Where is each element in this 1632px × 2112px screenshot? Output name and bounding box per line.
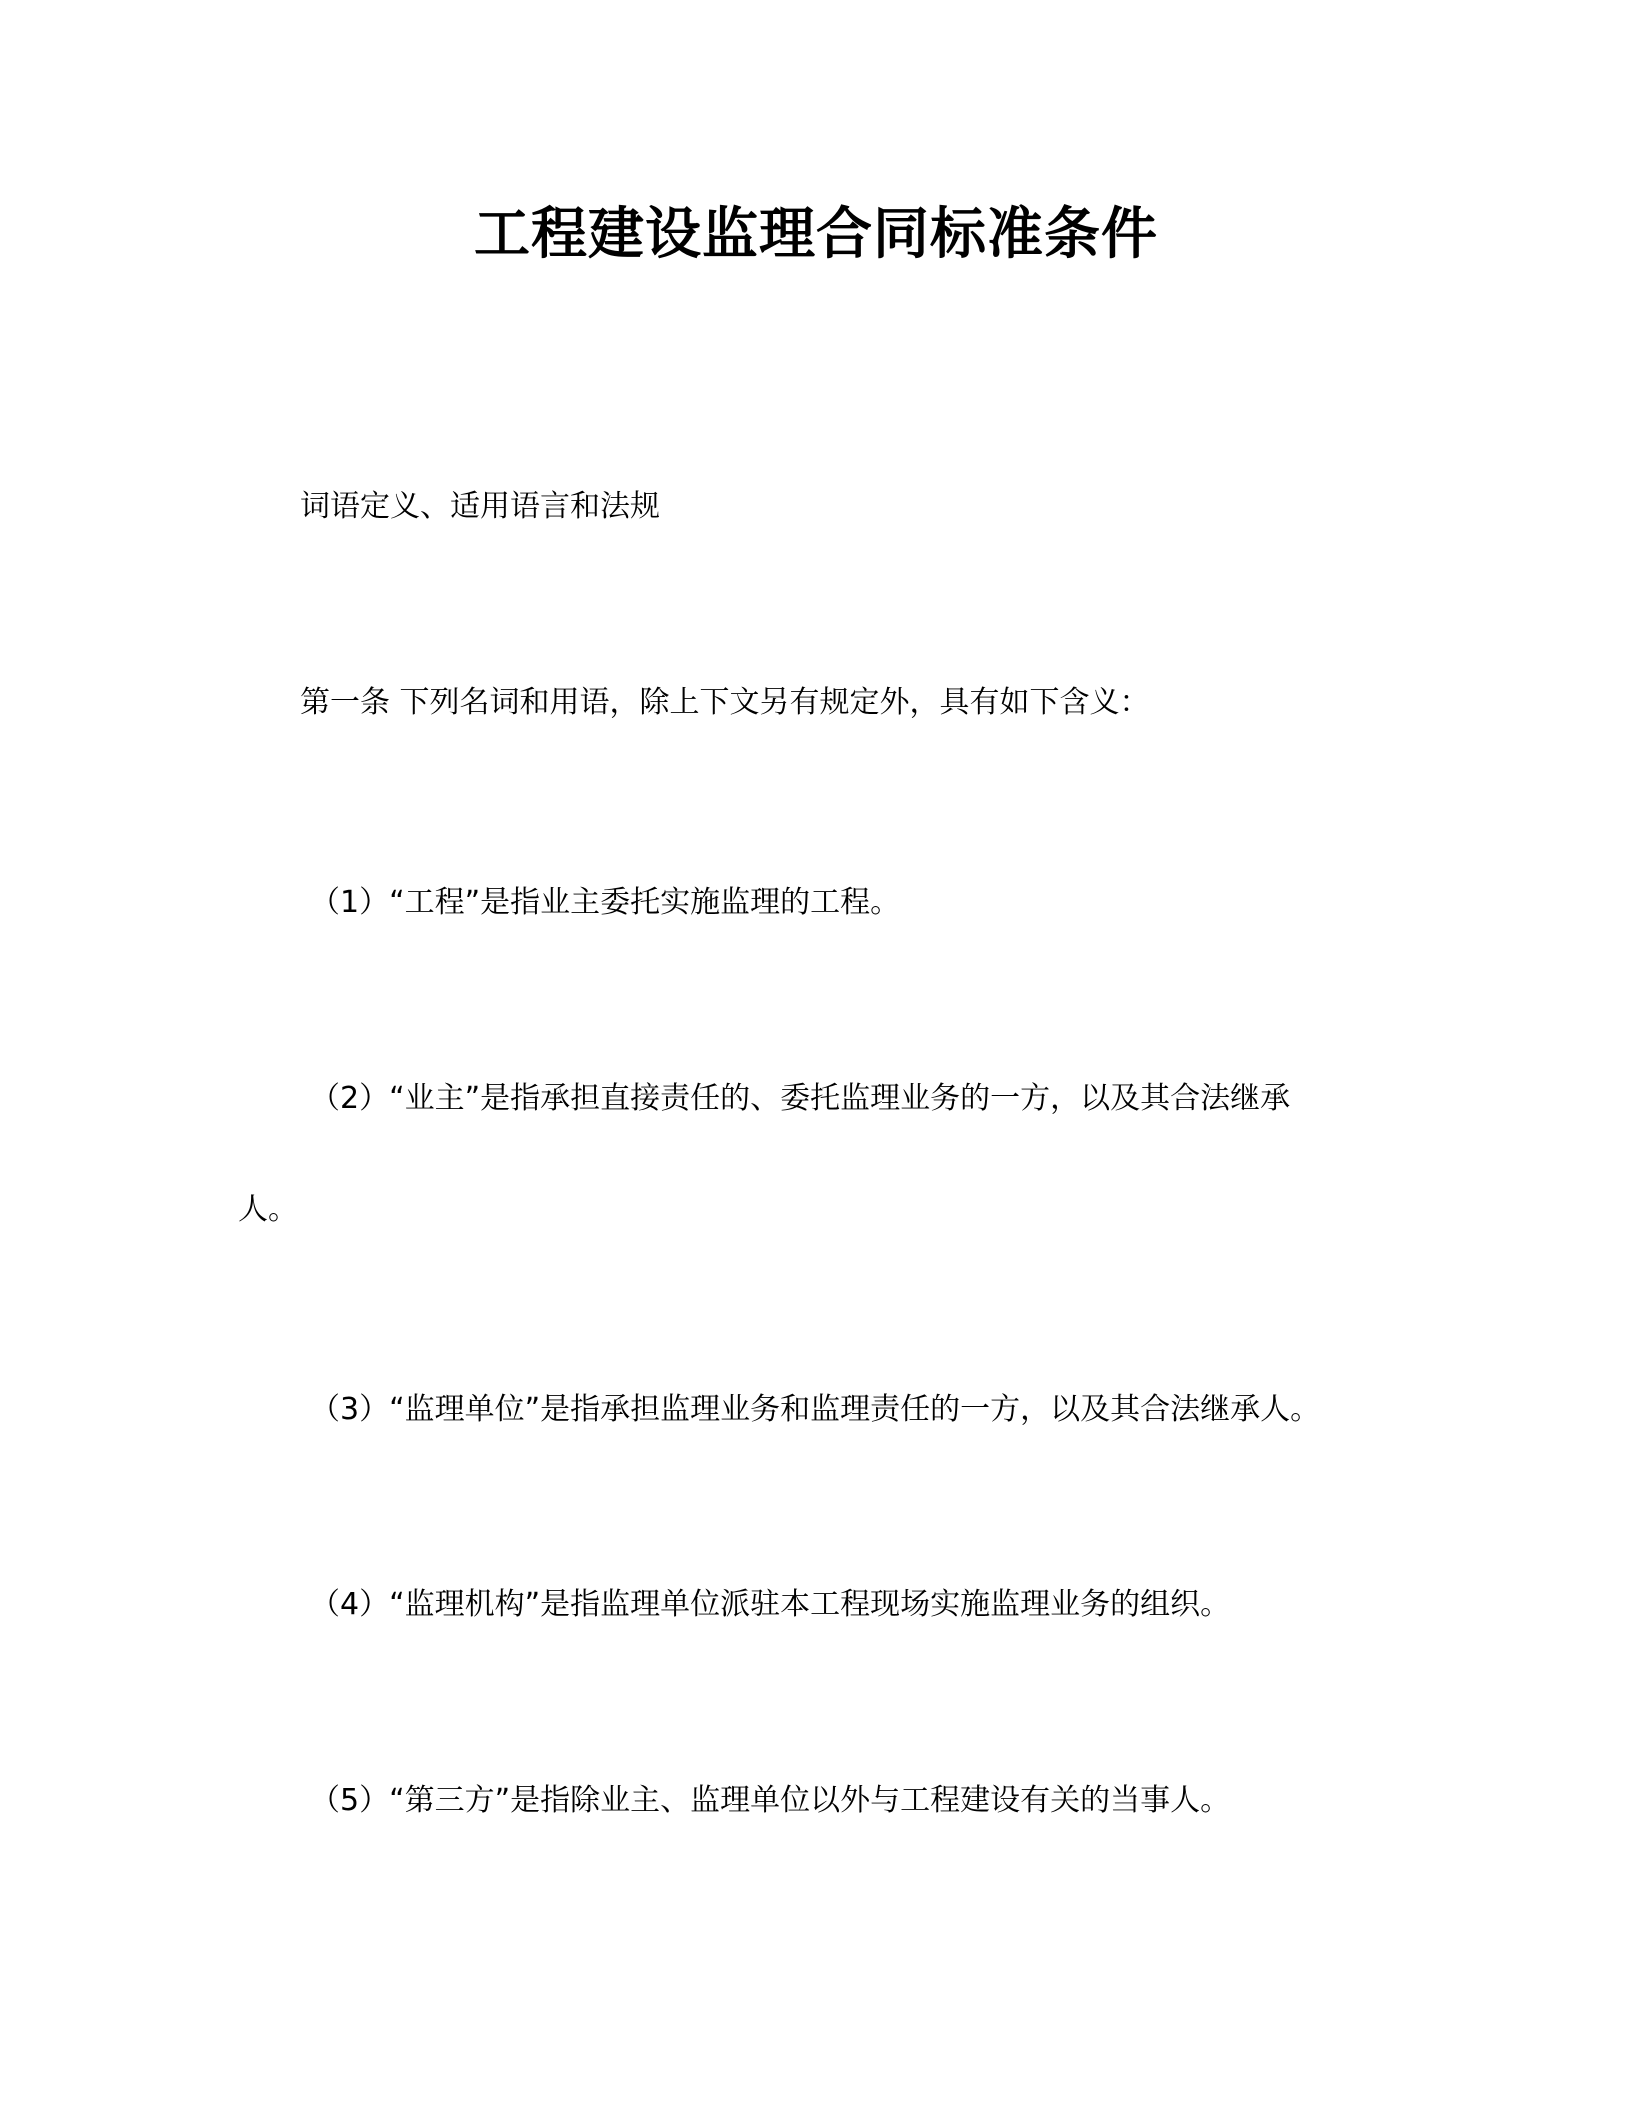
definition-item-2-continued: 人。 [238, 1192, 298, 1227]
definition-item-5: （5）“第三方”是指除业主、监理单位以外与工程建设有关的当事人。 [310, 1783, 1231, 1818]
definition-item-4: （4）“监理机构”是指监理单位派驻本工程现场实施监理业务的组织。 [310, 1587, 1231, 1622]
definition-item-2: （2）“业主”是指承担直接责任的、委托监理业务的一方，以及其合法继承 [310, 1081, 1291, 1116]
definition-item-3: （3）“监理单位”是指承担监理业务和监理责任的一方，以及其合法继承人。 [310, 1392, 1321, 1427]
clause-1: 第一条 下列名词和用语，除上下文另有规定外，具有如下含义： [300, 685, 1150, 720]
definition-item-1: （1）“工程”是指业主委托实施监理的工程。 [310, 885, 901, 920]
section-heading: 词语定义、适用语言和法规 [300, 489, 660, 524]
document-title: 工程建设监理合同标准条件 [474, 202, 1158, 267]
